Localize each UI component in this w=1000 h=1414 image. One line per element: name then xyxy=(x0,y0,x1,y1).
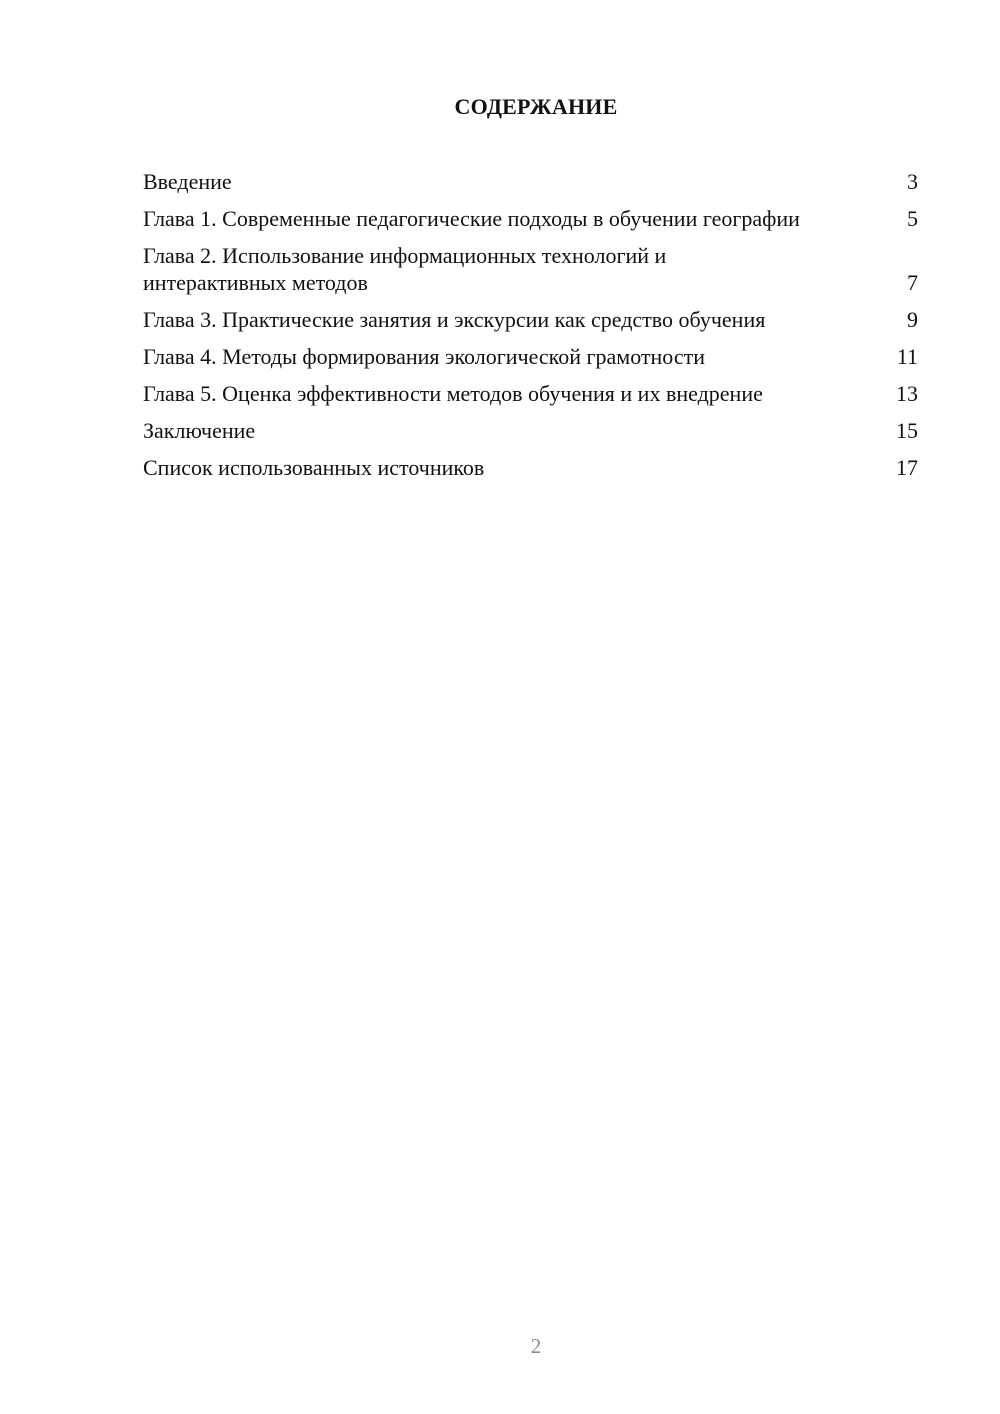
toc-entry-chapter-3 xyxy=(143,306,918,333)
toc-entry-page: 15 xyxy=(896,418,918,443)
toc-list xyxy=(143,168,918,491)
toc-entry-title: Глава 3. Практические занятия и экскурсии как средство обучения xyxy=(143,307,766,332)
toc-entry-chapter-4 xyxy=(143,343,918,370)
toc-entry-conclusion xyxy=(143,417,918,444)
toc-entry-title: Список использованных источников xyxy=(143,455,485,480)
toc-entry-references xyxy=(143,454,918,481)
page-number: 2 xyxy=(530,1334,542,1358)
toc-entry-title: Глава 1. Современные педагогические подходы в обучении географии xyxy=(143,206,800,231)
toc-entry-chapter-2 xyxy=(143,242,918,296)
toc-entry-title: Заключение xyxy=(143,418,256,443)
toc-entry-chapter-5 xyxy=(143,380,918,407)
toc-entry-title: Глава 5. Оценка эффективности методов обучения и их внедрение xyxy=(143,381,763,406)
toc-entry-title: Введение xyxy=(143,169,232,194)
toc-entry-introduction xyxy=(143,168,918,195)
toc-entry-page: 13 xyxy=(896,381,918,406)
toc-heading: СОДЕРЖАНИЕ xyxy=(454,94,618,119)
toc-entry-page: 3 xyxy=(907,169,918,194)
toc-entry-chapter-1 xyxy=(143,205,918,232)
toc-entry-page: 7 xyxy=(907,270,918,295)
toc-entry-page: 17 xyxy=(896,455,918,480)
toc-entry-title: Глава 4. Методы формирования экологической грамотности xyxy=(143,344,706,369)
toc-entry-title: Глава 2. Использование информационных технологий и интерактивных методов xyxy=(143,243,667,295)
toc-entry-page: 5 xyxy=(907,206,918,231)
toc-entry-page: 9 xyxy=(907,307,918,332)
toc-entry-page: 11 xyxy=(896,344,918,369)
